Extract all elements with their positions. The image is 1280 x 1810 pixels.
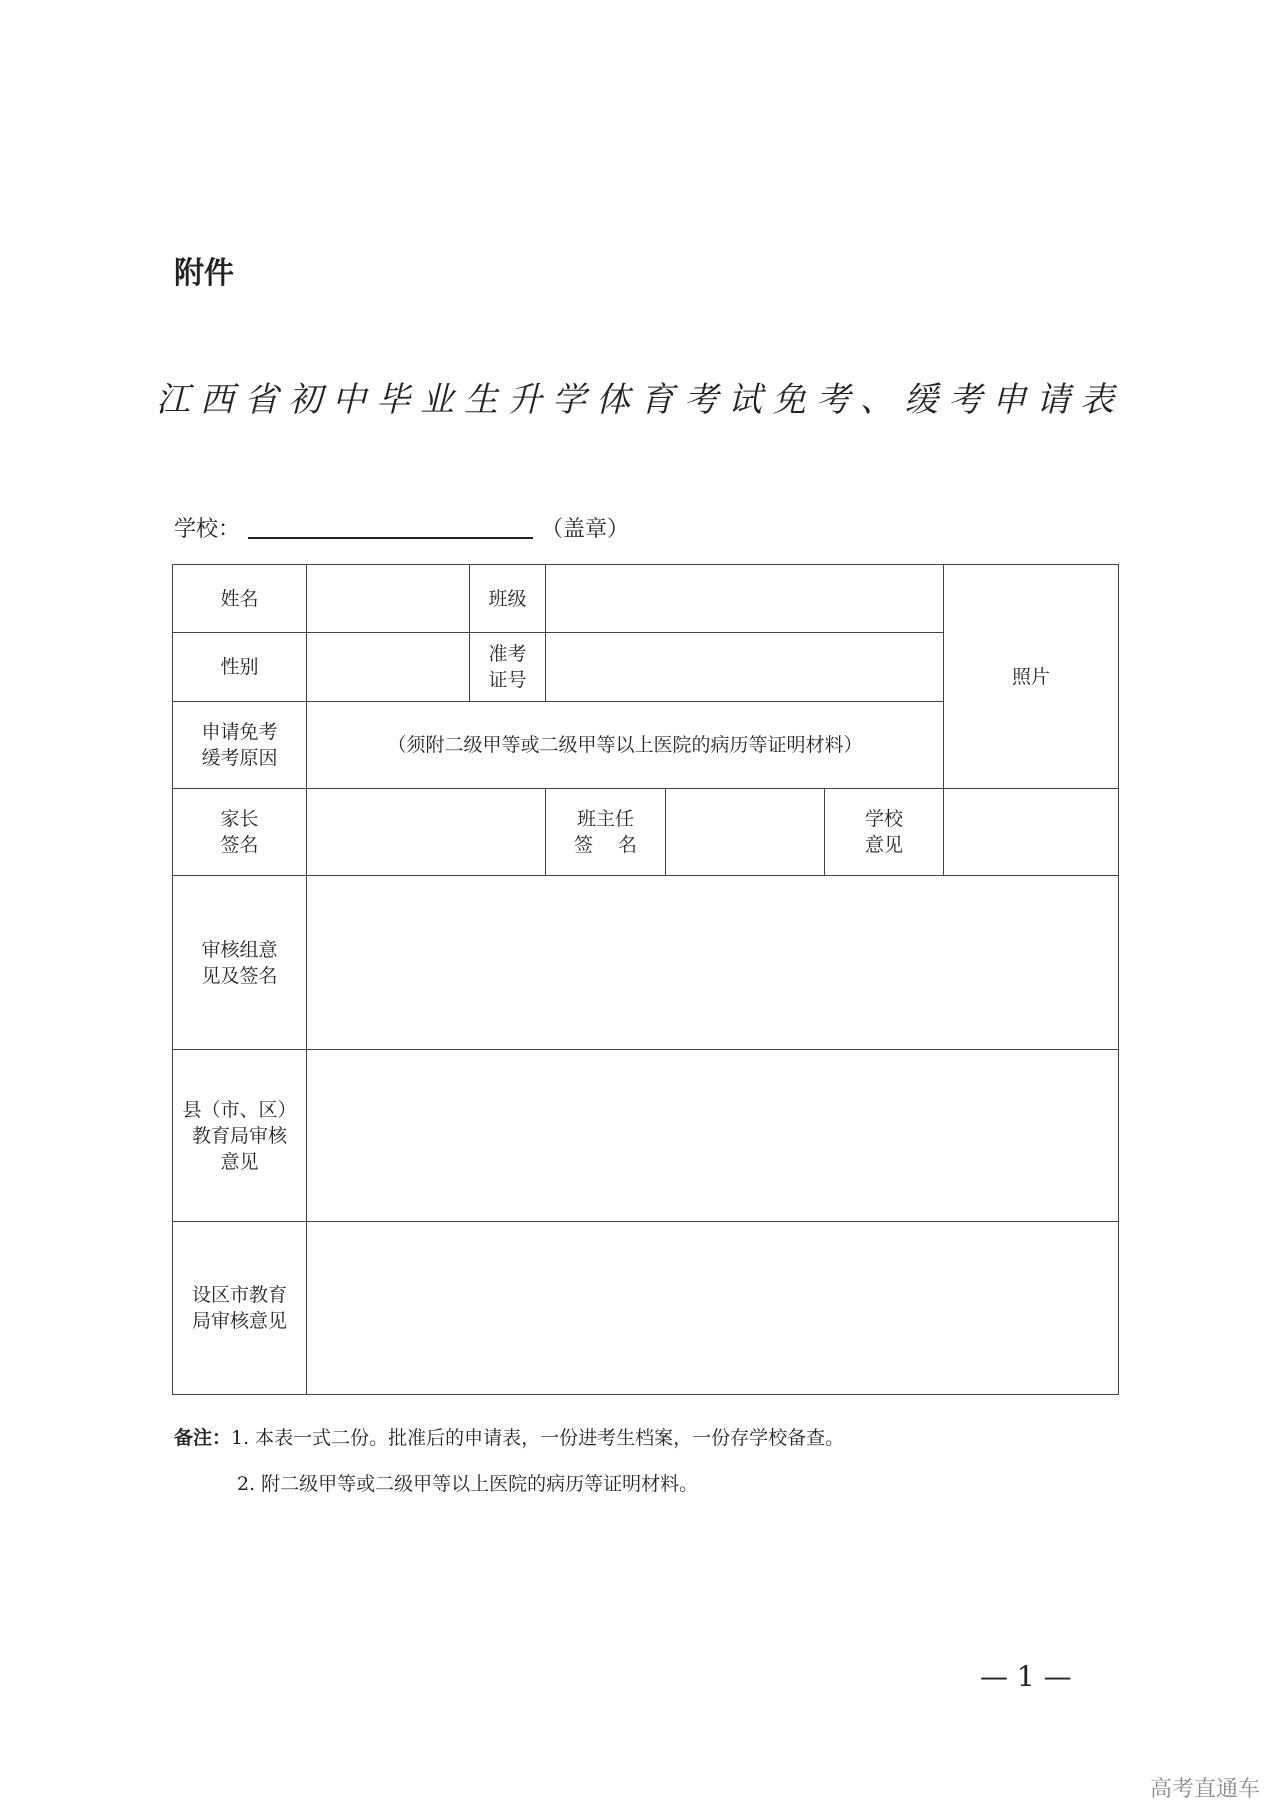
county-field[interactable] bbox=[307, 1050, 1119, 1222]
stamp-label: （盖章） bbox=[541, 517, 630, 542]
watermark: 高考直通车 bbox=[1150, 1777, 1261, 1802]
name-label: 姓名 bbox=[173, 565, 307, 633]
name-field[interactable] bbox=[307, 565, 470, 633]
class-field[interactable] bbox=[546, 565, 944, 633]
notes-label: 备注： bbox=[174, 1427, 232, 1449]
school-blank[interactable] bbox=[248, 515, 533, 539]
exam-no-field[interactable] bbox=[546, 633, 944, 702]
attachment-label: 附件 bbox=[174, 256, 234, 291]
teacher-signature-label: 班主任 签 名 bbox=[546, 789, 666, 876]
school-label: 学校： bbox=[174, 517, 241, 542]
teacher-signature-field[interactable] bbox=[666, 789, 825, 876]
gender-field[interactable] bbox=[307, 633, 470, 702]
exam-no-label: 准考 证号 bbox=[470, 633, 546, 702]
county-label: 县（市、区） 教育局审核 意见 bbox=[173, 1050, 307, 1222]
page-number: — 1 — bbox=[980, 1660, 1072, 1693]
class-label: 班级 bbox=[470, 565, 546, 633]
review-label: 审核组意 见及签名 bbox=[173, 876, 307, 1050]
school-line bbox=[174, 512, 629, 543]
review-field[interactable] bbox=[307, 876, 1119, 1050]
note-2: 2. 附二级甲等或二级甲等以上医院的病历等证明材料。 bbox=[237, 1473, 699, 1495]
reason-field[interactable]: （须附二级甲等或二级甲等以上医院的病历等证明材料） bbox=[307, 702, 944, 789]
reason-label: 申请免考 缓考原因 bbox=[173, 702, 307, 789]
form-title: 江西省初中毕业生升学体育考试免考、缓考申请表 bbox=[156, 380, 1124, 420]
photo-cell[interactable]: 照片 bbox=[944, 565, 1119, 789]
city-field[interactable] bbox=[307, 1222, 1119, 1395]
school-opinion-field[interactable] bbox=[944, 789, 1119, 876]
school-opinion-label: 学校 意见 bbox=[825, 789, 944, 876]
note-1: 备注：1. 本表一式二份。批准后的申请表，一份进考生档案，一份存学校备查。 bbox=[174, 1427, 845, 1449]
gender-label: 性别 bbox=[173, 633, 307, 702]
application-table bbox=[172, 564, 1119, 1395]
parent-signature-label: 家长 签名 bbox=[173, 789, 307, 876]
parent-signature-field[interactable] bbox=[307, 789, 546, 876]
city-label: 设区市教育 局审核意见 bbox=[173, 1222, 307, 1395]
